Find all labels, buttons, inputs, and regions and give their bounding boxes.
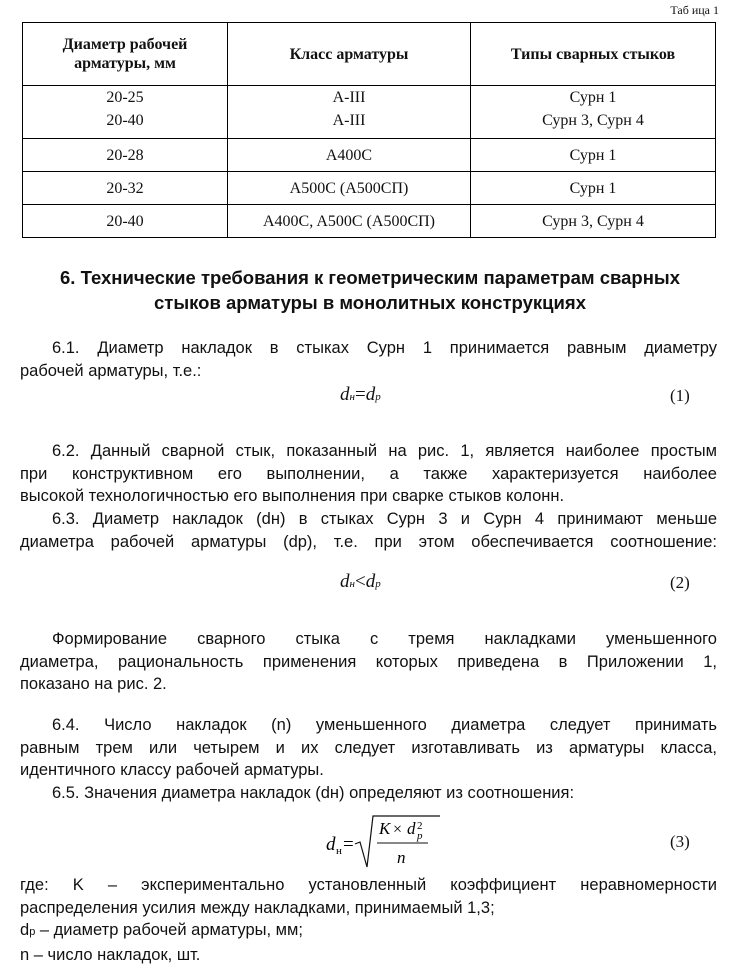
- formula-3-number: (3): [670, 832, 690, 851]
- cell-class: A500C (A500СП): [228, 172, 471, 205]
- svg-text:н: н: [336, 845, 342, 857]
- table-caption: Таб ица 1: [670, 3, 719, 17]
- paragraph-6-5: 6.5. Значения диаметра накладок (dн) определяют из соотношения:: [52, 784, 575, 802]
- formula-2: dн<dр: [340, 571, 381, 592]
- formula-1: dн=dр: [340, 384, 381, 405]
- cell-class: A-III A-III: [228, 86, 471, 139]
- svg-text:×: ×: [393, 821, 403, 838]
- cell-diameter: 20-25 20-40: [23, 86, 228, 139]
- formula-3-graphic: [322, 812, 462, 870]
- cell-types: Сурн 1 Сурн 3, Сурн 4: [471, 86, 716, 139]
- cell-types: Сурн 3, Сурн 4: [471, 205, 716, 238]
- formula-2-number: (2): [670, 573, 690, 592]
- paragraph-6-2: 6.2. Данный сварной стык, показанный на рис. 1, является наиболее простым при конструктивном его выполнении, а также характеризуется наиболее высокой технологичностью его выполнения при сварке стыков колонн.: [20, 442, 717, 505]
- svg-text:2: 2: [417, 820, 423, 832]
- table-header-row: [23, 23, 716, 86]
- svg-text:K: K: [379, 819, 391, 838]
- formula-3: [322, 812, 462, 870]
- svg-text:p: p: [417, 830, 423, 842]
- paragraph-6-1: 6.1. Диаметр накладок в стыках Сурн 1 принимается равным диаметру рабочей арматуры, т.е.:: [20, 339, 717, 380]
- cell-types: Сурн 1: [471, 172, 716, 205]
- cell-diameter: 20-28: [23, 139, 228, 172]
- paragraph-6-3: 6.3. Диаметр накладок (dн) в стыках Сурн 3 и Сурн 4 принимают меньше диаметра рабочей арматуры (dр), т.е. при этом обеспечивается соотношение:: [20, 510, 717, 551]
- paragraph-6-4: 6.4. Число накладок (n) уменьшенного диаметра следует принимать равным трем или четырем и их следует изготавливать из арматуры класса, идентичного классу рабочей арматуры.: [20, 716, 717, 779]
- reinforcement-table: [22, 22, 716, 238]
- section-heading: 6. Технические требования к геометрическим параметрам сварных стыков арматуры в монолитных конструкциях: [60, 267, 680, 313]
- table-row: [23, 86, 716, 139]
- formula-1-number: (1): [670, 386, 690, 405]
- svg-text:n: n: [397, 848, 406, 867]
- cell-class: A400C, A500C (A500СП): [228, 205, 471, 238]
- cell-diameter: 20-40: [23, 205, 228, 238]
- svg-text:d: d: [326, 834, 336, 855]
- svg-text:=: =: [343, 834, 354, 855]
- definition-dp: dр – диаметр рабочей арматуры, мм;: [20, 921, 303, 939]
- paragraph-formation: Формирование сварного стыка с тремя накладками уменьшенного диаметра, рациональность применения которых приведена в Приложении 1, показано на рис. 2.: [20, 630, 717, 693]
- cell-types: Сурн 1: [471, 139, 716, 172]
- cell-diameter: 20-32: [23, 172, 228, 205]
- table-row: [23, 172, 716, 205]
- table-row: [23, 205, 716, 238]
- header-diameter: Диаметр рабочей арматуры, мм: [23, 23, 228, 86]
- table-row: [23, 139, 716, 172]
- cell-class: A400C: [228, 139, 471, 172]
- svg-text:d: d: [407, 819, 416, 838]
- header-class: Класс арматуры: [228, 23, 471, 86]
- definitions: где: K – экспериментально установленный коэффициент неравномерности распределения усилия между накладками, принимаемый 1,3; dр – диаметр рабочей арматуры, мм; n – число накладок, шт.: [20, 876, 717, 964]
- header-types: Типы сварных стыков: [471, 23, 716, 86]
